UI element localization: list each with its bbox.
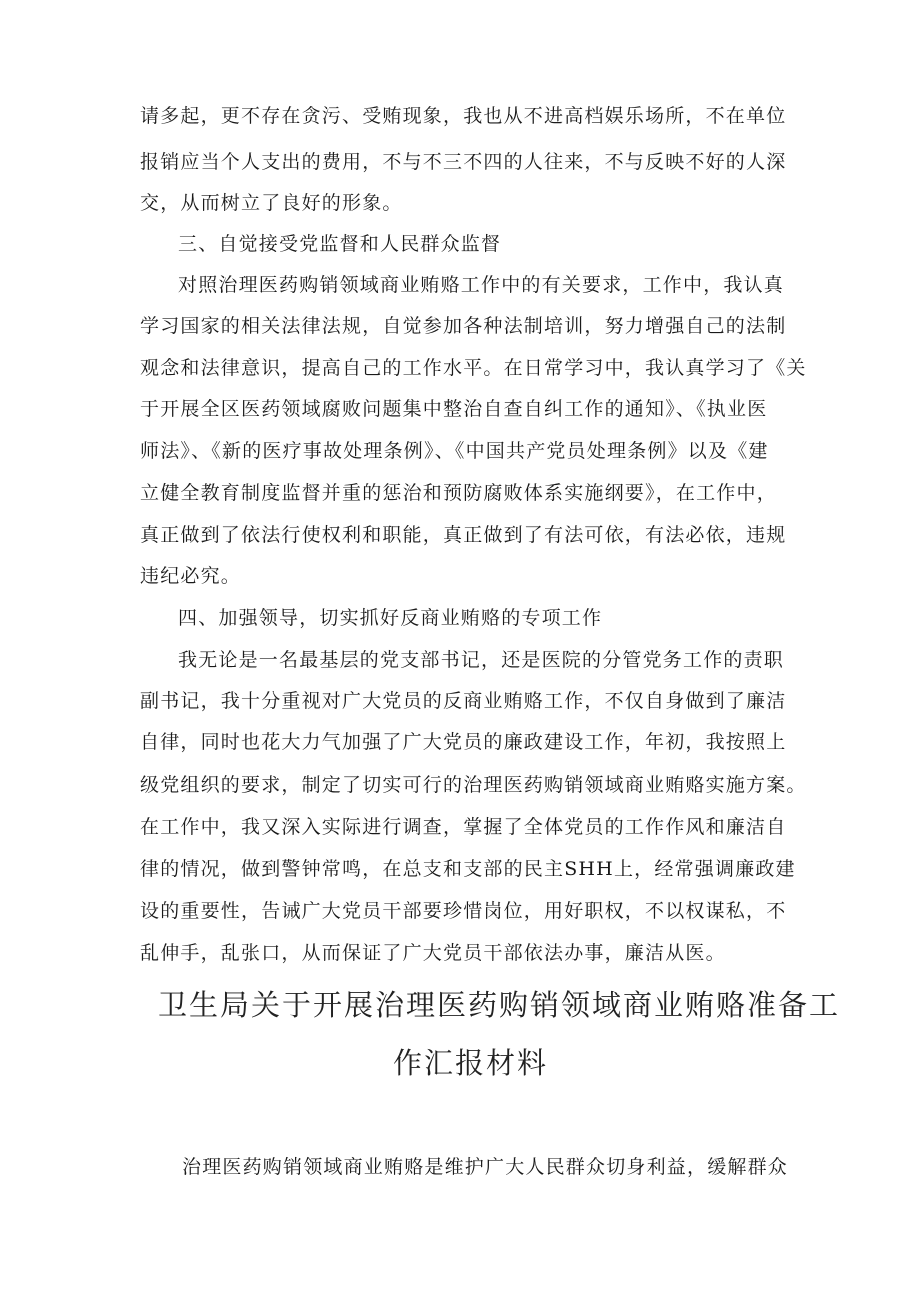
body-line: 违纪必究。 — [140, 565, 242, 587]
document-title: 卫生局关于开展治理医药购销领域商业贿赂准备工 — [158, 988, 841, 1022]
body-line: 请多起，更不存在贪污、受贿现象，我也从不进高档娱乐场所，不在单位 — [140, 105, 787, 127]
body-line: 师法》、《新的医疗事故处理条例》、《中国共产党员处理条例》以及《建 — [140, 440, 769, 462]
body-line: 真正做到了依法行使权利和职能，真正做到了有法可依，有法必依，违规 — [140, 524, 787, 546]
section-heading: 四、加强领导，切实抓好反商业贿赂的专项工作 — [178, 607, 603, 629]
body-line: 交，从而树立了良好的形象。 — [140, 192, 403, 214]
body-line: 律的情况，做到警钟常鸣，在总支和支部的民主SHH上，经常强调廉政建 — [140, 858, 796, 880]
body-line: 设的重要性，告诫广大党员干部要珍惜岗位，用好职权，不以权谋私，不 — [140, 900, 787, 922]
section-heading: 三、自觉接受党监督和人民群众监督 — [178, 233, 502, 255]
body-line: 自律，同时也花大力气加强了广大党员的廉政建设工作，年初，我按照上 — [140, 731, 787, 753]
paragraph-first-line: 我无论是一名最基层的党支部书记，还是医院的分管党务工作的责职 — [178, 649, 785, 671]
body-line: 乱伸手，乱张口，从而保证了广大党员干部依法办事，廉洁从医。 — [140, 942, 726, 964]
body-line: 观念和法律意识，提高自己的工作水平。在日常学习中，我认真学习了《关 — [140, 357, 807, 379]
document-title-continued: 作汇报材料 — [393, 1046, 549, 1080]
body-line: 级党组织的要求，制定了切实可行的治理医药购销领域商业贿赂实施方案。 — [140, 774, 807, 796]
body-line: 于开展全区医药领域腐败问题集中整治自查自纠工作的通知》、《执业医 — [140, 398, 768, 420]
body-line: 立健全教育制度监督并重的惩治和预防腐败体系实施纲要》，在工作中， — [140, 482, 777, 504]
paragraph-first-line: 对照治理医药购销领域商业贿赂工作中的有关要求，工作中，我认真 — [178, 274, 785, 296]
body-line: 学习国家的相关法律法规，自觉参加各种法制培训，努力增强自己的法制 — [140, 315, 787, 337]
body-line: 报销应当个人支出的费用，不与不三不四的人往来，不与反映不好的人深 — [140, 151, 787, 173]
intro-paragraph: 治理医药购销领域商业贿赂是维护广大人民群众切身利益，缓解群众 — [182, 1156, 789, 1178]
body-line: 副书记，我十分重视对广大党员的反商业贿赂工作，不仅自身做到了廉洁 — [140, 690, 787, 712]
body-line: 在工作中，我又深入实际进行调查，掌握了全体党员的工作作风和廉洁自 — [140, 816, 787, 838]
